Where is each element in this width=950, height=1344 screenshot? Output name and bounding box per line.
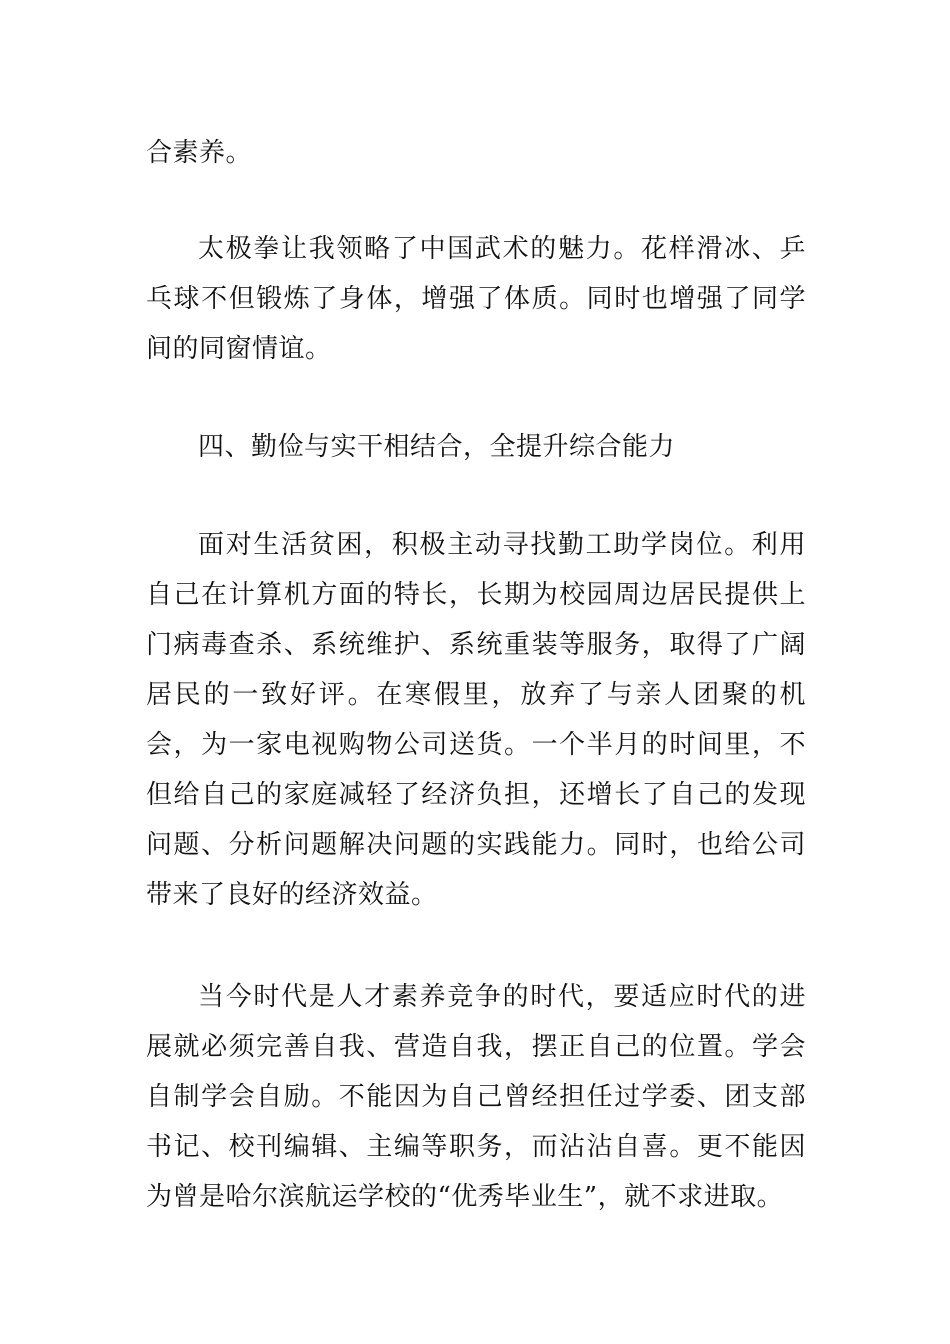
paragraph-work-study: 面对生活贫困，积极主动寻找勤工助学岗位。利用自己在计算机方面的特长，长期为校园周边居民提供上门病毒查杀、系统维护、系统重装等服务，取得了广阔居民的一致好评。在寒假里，放弃了与亲人团聚的机会，为一家电视购物公司送货。一个半月的时间里，不但给自己的家庭减轻了经济负担，还增长了自己的发现问题、分析问题解决问题的实践能力。同时，也给公司带来了良好的经济效益。 [146, 530, 806, 910]
paragraph-self-improvement: 当今时代是人才素养竞争的时代，要适应时代的进展就必须完善自我、营造自我，摆正自己的位置。学会自制学会自励。不能因为自己曾经担任过学委、团支部书记、校刊编辑、主编等职务，而沾沾自喜。更不能因为曾是哈尔滨航运学校的“优秀毕业生”，就不求进取。 [146, 982, 806, 1212]
paragraph-continuation: 合素养。 [146, 138, 253, 168]
section-heading: 四、勤俭与实干相结合，全提升综合能力 [198, 432, 676, 462]
paragraph-taichi: 太极拳让我领略了中国武术的魅力。花样滑冰、乒乓球不但锻炼了身体，增强了体质。同时也增强了同学间的同窗情谊。 [146, 234, 806, 364]
